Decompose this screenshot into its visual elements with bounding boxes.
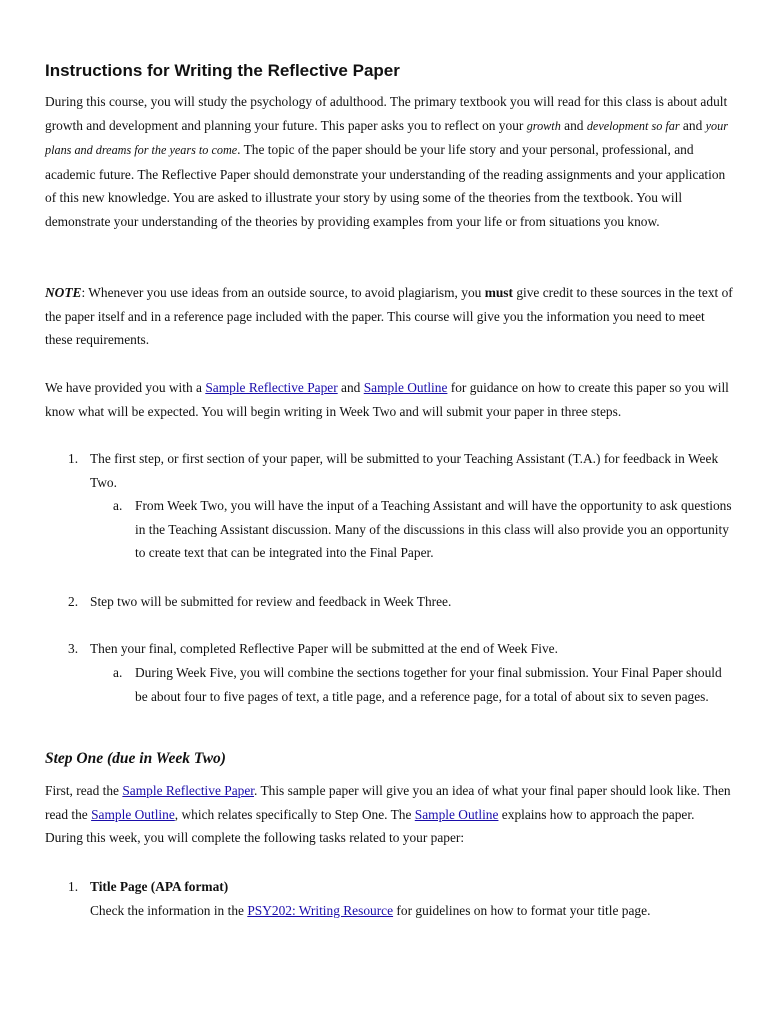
note-emphasis-must: must	[484, 285, 513, 300]
intro-text-1: During this course, you will study the psychology of adulthood. The primary textbook you will read for this class is about adult growth and development and planning your future. This paper asks you to reflect on your	[45, 94, 728, 133]
intro-text-2: and	[560, 117, 587, 133]
intro-text-4: . The topic of the paper should be your life story and your personal, professional, and academic future. The Reflective Paper should demonstrate your understanding of the reading assignments and your application of this new knowledge. You are asked to illustrate your story by using some of the theories from the textbook. You will demonstrate your understanding of the theories by providing examples from your life or from situations you know.	[45, 142, 726, 229]
sample-reflective-paper-link[interactable]: Sample Reflective Paper	[205, 380, 338, 395]
step-one-text-2: . This sample paper will give you an idea of what your final paper should look like. Then read the	[45, 783, 731, 822]
list-item-text: The first step, or first section of your paper, will be submitted to your Teaching Assistant (T.A.) for feedback in Week Two.	[90, 451, 719, 490]
list-subitem-text: From Week Two, you will have the input of a Teaching Assistant and will have the opportunity to ask questions in the Teaching Assistant discussion. Many of the discussions in this class will also provide you an opportunity to create text that can be integrated into the Final Paper.	[135, 498, 732, 561]
provided-text-2: and	[337, 380, 364, 395]
list-number: 1.	[68, 451, 79, 466]
sample-reflective-paper-link[interactable]: Sample Reflective Paper	[122, 783, 254, 798]
step-one-text-3: , which relates specifically to Step One. The	[174, 806, 415, 822]
note-text-1: : Whenever you use ideas from an outside source, to avoid plagiarism, you	[81, 285, 485, 300]
sample-outline-link[interactable]: Sample Outline	[414, 806, 499, 822]
intro-text-3: and	[679, 117, 706, 133]
list-item-text: Then your final, completed Reflective Paper will be submitted at the end of Week Five.	[90, 641, 558, 656]
step-one-paragraph	[45, 779, 735, 850]
note-label: NOTE	[45, 285, 82, 300]
sample-outline-link[interactable]: Sample Outline	[91, 806, 175, 822]
sample-outline-link[interactable]: Sample Outline	[363, 380, 448, 395]
list-letter: a.	[113, 665, 123, 680]
intro-paragraph	[45, 90, 735, 234]
step-one-heading: Step One (due in Week Two)	[45, 750, 226, 767]
list-item-title-page	[68, 875, 735, 922]
step-one-text-4: explains how to approach the paper. During this week, you will complete the following tasks related to your paper:	[45, 806, 695, 846]
list-subitem-text: During Week Five, you will combine the sections together for your final submission. Your Final Paper should be about four to five pages of text, a title page, and a reference page, for a total of about six to seven pages.	[135, 665, 722, 704]
list-number: 3.	[68, 641, 79, 656]
list-subitem-step-3a	[113, 661, 735, 708]
task-text-2: for guidelines on how to format your title page.	[393, 902, 651, 918]
provided-paragraph	[45, 376, 735, 423]
list-item-step-1	[68, 447, 735, 494]
task-text-1: Check the information in the	[90, 902, 248, 918]
note-paragraph	[45, 281, 735, 352]
provided-text-3: for guidance on how to create this paper so you will know what will be expected. You will begin writing in Week Two and will submit your paper in three steps.	[45, 380, 729, 419]
list-number: 1.	[68, 879, 79, 894]
intro-emphasis-development: development so far	[586, 118, 680, 133]
list-item-step-3	[68, 637, 735, 661]
intro-emphasis-growth: growth	[526, 118, 561, 133]
list-subitem-step-1a	[113, 494, 735, 565]
intro-emphasis-plans: your plans and dreams for the years to come	[45, 118, 728, 158]
provided-text-1: We have provided you with a	[45, 380, 206, 395]
task-title: Title Page (APA format)	[90, 879, 229, 894]
list-item-text: Step two will be submitted for review and feedback in Week Three.	[90, 594, 452, 609]
list-letter: a.	[113, 498, 123, 513]
document-title: Instructions for Writing the Reflective Paper	[45, 61, 400, 80]
task-content	[68, 875, 735, 922]
list-item-step-2	[68, 590, 735, 614]
step-one-text-1: First, read the	[45, 783, 123, 798]
list-number: 2.	[68, 594, 79, 609]
note-text-2: give credit to these sources in the text of the paper itself and in a reference page included with the paper. This course will give you the information you need to meet these requirements.	[45, 285, 733, 348]
writing-resource-link[interactable]: PSY202: Writing Resource	[247, 902, 394, 918]
